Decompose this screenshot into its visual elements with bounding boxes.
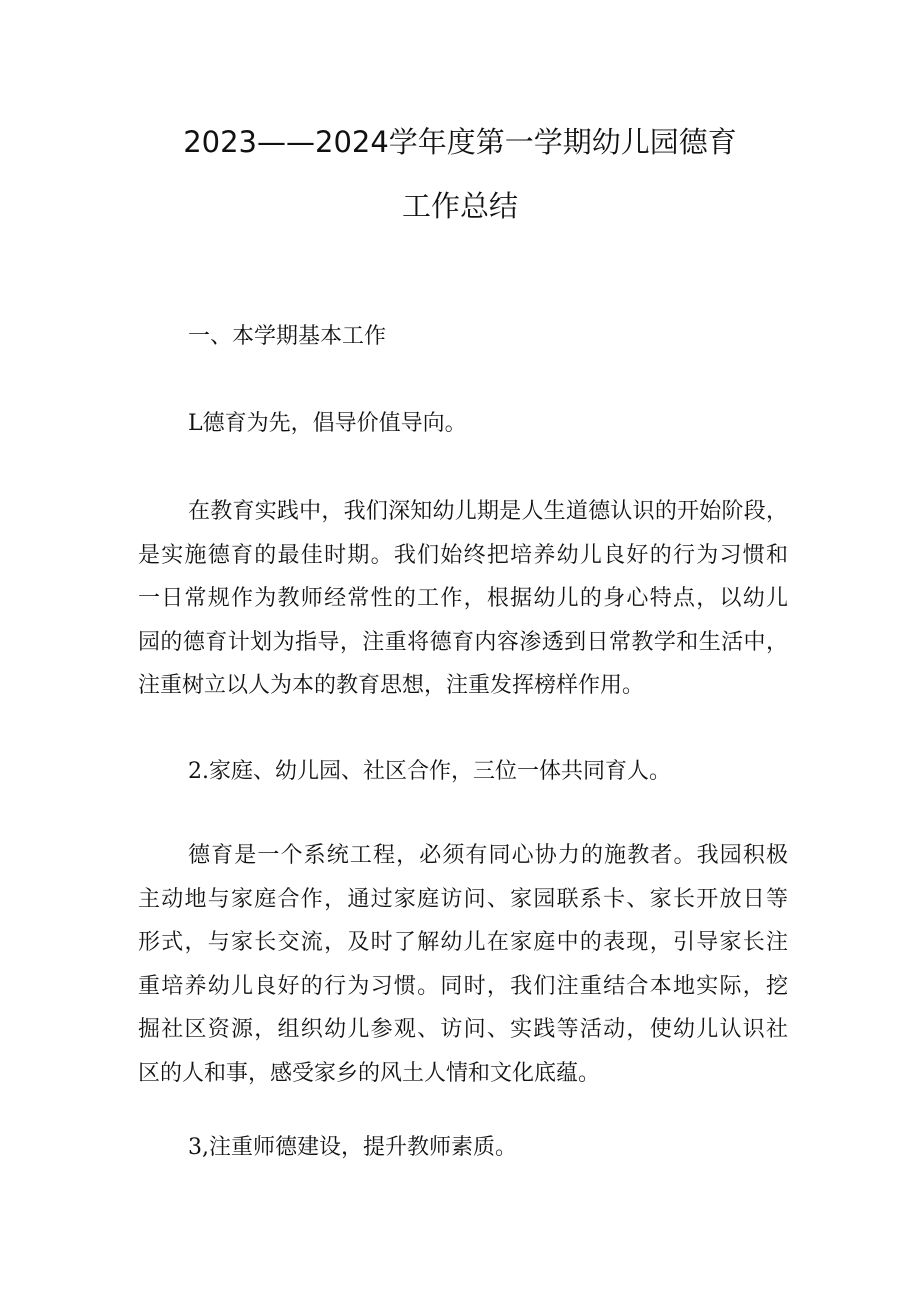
paragraph-line: 园的德育计划为指导，注重将德育内容渗透到日常教学和生活中， bbox=[138, 629, 788, 655]
item-2-paragraph bbox=[138, 834, 788, 1095]
paragraph-line: 重培养幼儿良好的行为习惯。同时，我们注重结合本地实际，挖 bbox=[138, 973, 788, 999]
paragraph-line: 一日常规作为教师经常性的工作，根据幼儿的身心特点，以幼儿 bbox=[138, 586, 788, 611]
item-3-heading: 3,注重师德建设，提升教师素质。 bbox=[188, 1135, 517, 1160]
paragraph-line: 在教育实践中，我们深知幼儿期是人生道德认识的开始阶段， bbox=[188, 499, 788, 524]
paragraph-line: 德育是一个系统工程，必须有同心协力的施教者。我园积极 bbox=[188, 843, 788, 868]
item-1-heading: L德育为先，倡导价值导向。 bbox=[188, 411, 467, 436]
paragraph-line: 注重树立以人为本的教育思想，注重发挥榜样作用。 bbox=[138, 673, 645, 698]
item-1-paragraph bbox=[138, 490, 788, 708]
paragraph-line: 主动地与家庭合作，通过家庭访问、家园联系卡、家长开放日等 bbox=[138, 886, 788, 912]
paragraph-line: 是实施德育的最佳时期。我们始终把培养幼儿良好的行为习惯和 bbox=[138, 542, 788, 568]
document-title-line-1: 2023——2024学年度第一学期幼儿园德育 bbox=[183, 125, 737, 159]
paragraph-line: 区的人和事，感受家乡的风土人情和文化底蕴。 bbox=[138, 1060, 601, 1086]
document-title-line-2: 工作总结 bbox=[401, 189, 518, 223]
item-2-heading: 2.家庭、幼儿园、社区合作，三位一体共同育人。 bbox=[188, 759, 671, 784]
paragraph-line: 掘社区资源，组织幼儿参观、访问、实践等活动，使幼儿认识社 bbox=[138, 1017, 788, 1042]
paragraph-line: 形式，与家长交流，及时了解幼儿在家庭中的表现，引导家长注 bbox=[138, 930, 788, 955]
section-heading: 一、本学期基本工作 bbox=[188, 324, 387, 349]
